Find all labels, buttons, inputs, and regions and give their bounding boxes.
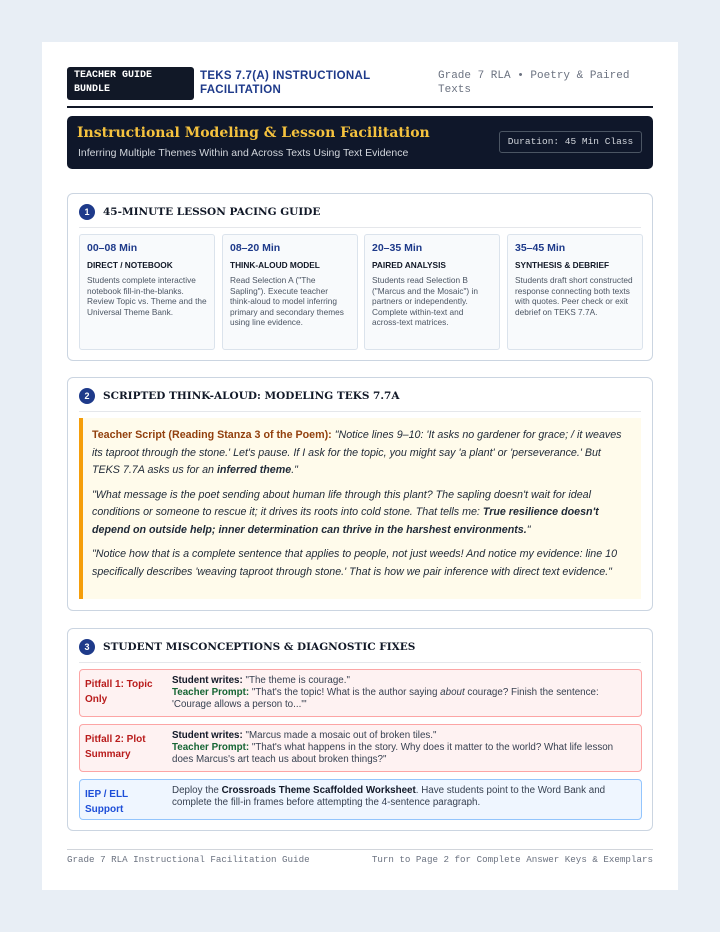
title-banner — [67, 116, 653, 169]
teacher-prompt-label: Teacher Prompt: — [172, 687, 250, 698]
script-paragraph — [92, 487, 631, 540]
section-number: 2 — [79, 388, 95, 404]
script-text: "What message is the poet sending about human life through this plant? The sapling doesn't wait for ideal conditions or someone to rescue it; it drives its roots into cold stone. That tells me: — [92, 488, 591, 518]
banner-subtitle: Inferring Multiple Themes Within and Across Texts Using Text Evidence — [78, 147, 409, 159]
pacing-label: SYNTHESIS & DEBRIEF — [515, 260, 610, 270]
teacher-prompt-text: "That's the topic! What is the author saying — [249, 687, 441, 698]
footer-left: Grade 7 RLA Instructional Facilitation Guide — [67, 854, 310, 865]
teacher-prompt-label: Teacher Prompt: — [172, 742, 250, 753]
misconceptions-section — [67, 628, 653, 831]
pacing-block — [364, 234, 500, 350]
pacing-time: 35–45 Min — [515, 242, 566, 254]
support-label: IEP / ELL Support — [85, 789, 128, 815]
pitfall-card — [79, 669, 642, 717]
pacing-time: 00–08 Min — [87, 242, 138, 254]
teacher-guide-badge: TEACHER GUIDE BUNDLE — [67, 67, 194, 100]
section-header — [79, 639, 641, 663]
pitfall-card — [79, 724, 642, 772]
support-text: Deploy the — [172, 785, 222, 796]
script-emphasis: inferred theme — [216, 464, 292, 476]
pitfall-body — [172, 730, 633, 766]
pacing-block — [222, 234, 358, 350]
support-card — [79, 779, 642, 820]
header-divider — [67, 106, 653, 108]
pacing-description: Students read Selection B ("Marcus and the Mosaic") in partners or independently. Complete within-text and across-text matrices. — [372, 275, 478, 328]
think-aloud-section — [67, 377, 653, 611]
support-text: . Have students point to the Word Bank and complete the fill-in frames before attempting the 4-sentence paragraph. — [172, 785, 606, 808]
pacing-guide-section — [67, 193, 653, 361]
worksheet-page — [42, 42, 678, 890]
pacing-description: Read Selection A ("The Sapling"). Execute teacher think-aloud to model inferring primary and secondary themes using line evidence. — [230, 275, 344, 328]
pitfall-label: Pitfall 2: Plot Summary — [85, 734, 146, 760]
pacing-label: THINK-ALOUD MODEL — [230, 260, 320, 270]
section-number: 1 — [79, 204, 95, 220]
pacing-time: 08–20 Min — [230, 242, 281, 254]
page-header — [67, 67, 653, 107]
teacher-prompt-text: courage? Finish the sentence: 'Courage allows a person to...'" — [172, 687, 599, 710]
student-writes-label: Student writes: — [172, 730, 243, 741]
script-text: ." — [291, 464, 298, 476]
grade-label: Grade 7 RLA • Poetry & Paired Texts — [438, 70, 630, 96]
teks-title: TEKS 7.7(A) INSTRUCTIONAL FACILITATION — [200, 70, 371, 96]
banner-title: Instructional Modeling & Lesson Facilitation — [77, 125, 430, 141]
student-writes-text: "The theme is courage." — [242, 675, 350, 686]
section-title: STUDENT MISCONCEPTIONS & DIAGNOSTIC FIXES — [103, 641, 416, 653]
pacing-label: PAIRED ANALYSIS — [372, 260, 446, 270]
section-title: SCRIPTED THINK-ALOUD: MODELING TEKS 7.7A — [103, 390, 400, 402]
script-speaker: Teacher Script (Reading Stanza 3 of the Poem): — [92, 429, 332, 441]
script-paragraph — [92, 427, 631, 480]
teacher-prompt-emphasis: about — [440, 687, 465, 698]
pacing-block — [79, 234, 215, 350]
support-emphasis: Crossroads Theme Scaffolded Worksheet — [221, 785, 416, 796]
pitfall-body — [172, 675, 633, 711]
page-footer — [67, 849, 653, 865]
duration-badge: Duration: 45 Min Class — [499, 131, 642, 153]
support-body — [172, 785, 633, 809]
teacher-script — [79, 418, 641, 599]
section-number: 3 — [79, 639, 95, 655]
pacing-time: 20–35 Min — [372, 242, 423, 254]
pacing-label: DIRECT / NOTEBOOK — [87, 260, 173, 270]
script-emphasis: True resilience doesn't depend on outside help; inner determination can thrive in the harshest environments. — [92, 506, 599, 536]
script-text: "Notice lines 9–10: 'It asks no gardener for grace; / it weaves its taproot through the stone.' Let's pause. If I ask for the topic, you might say 'a plant' or 'perseverance.' But TEKS 7.7A asks us for an — [92, 429, 622, 476]
section-header — [79, 388, 641, 412]
pacing-description: Students draft short constructed response connecting both texts with quotes. Peer check or exit debrief on TEKS 7.7A. — [515, 275, 633, 317]
student-writes-text: "Marcus made a mosaic out of broken tiles." — [242, 730, 437, 741]
teacher-prompt-text: "That's what happens in the story. Why does it matter to the world? What life lesson does Marcus's art teach us about broken things?" — [172, 742, 614, 765]
student-writes-label: Student writes: — [172, 675, 243, 686]
section-title: 45-MINUTE LESSON PACING GUIDE — [103, 206, 321, 218]
pacing-block — [507, 234, 643, 350]
section-header — [79, 204, 641, 228]
pacing-description: Students complete interactive notebook fill-in-the-blanks. Review Topic vs. Theme and the Universal Theme Bank. — [87, 275, 207, 317]
footer-right: Turn to Page 2 for Complete Answer Keys & Exemplars — [371, 854, 653, 865]
pitfall-label: Pitfall 1: Topic Only — [85, 679, 153, 705]
script-paragraph: "Notice how that is a complete sentence that applies to people, not just weeds! And notice my evidence: line 10 specifically describes 'weaving taproot through stone.' That is how we pair inference with direct text evidence." — [92, 548, 618, 578]
script-text: " — [526, 523, 531, 536]
